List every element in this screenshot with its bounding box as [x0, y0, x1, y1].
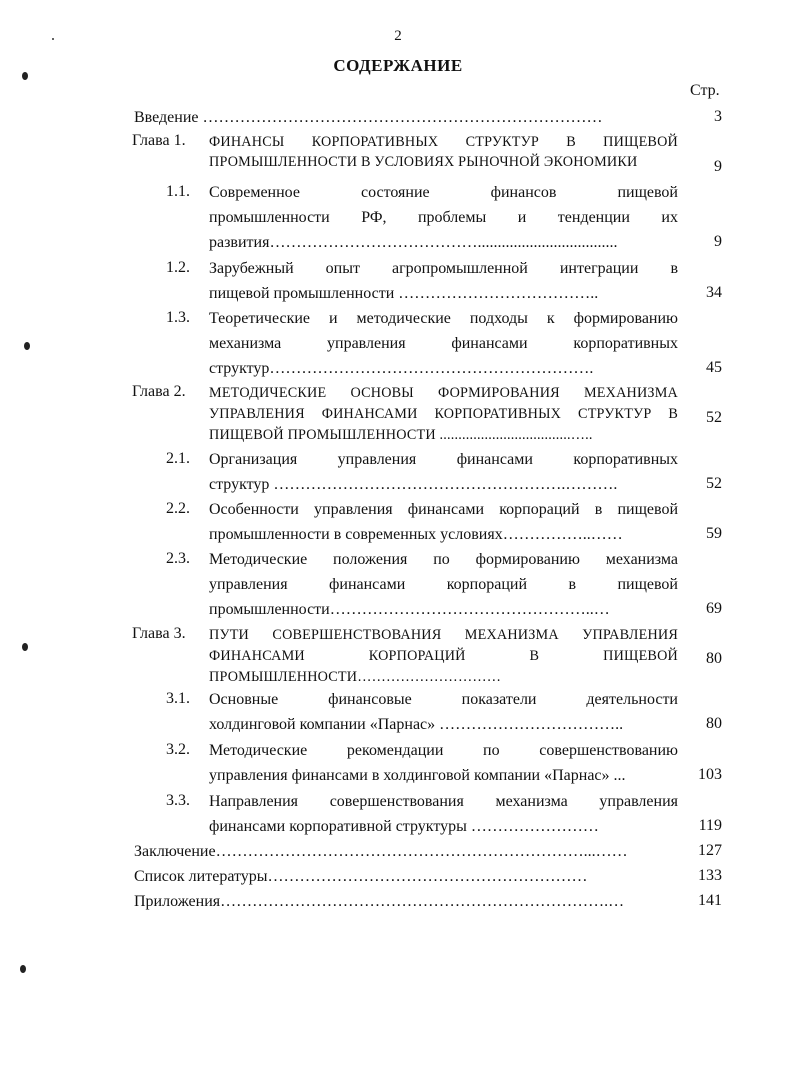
scan-dot — [22, 643, 28, 651]
toc-section-2-2-line1[interactable]: Особенности управления финансами корпораций в пищевой — [209, 501, 678, 518]
chapter-label-1: Глава 1. — [132, 132, 186, 149]
section-number-3-3: 3.3. — [166, 792, 190, 809]
toc-entry-intro-title: Введение — [134, 109, 199, 126]
toc-section-2-1-line1[interactable]: Организация управления финансами корпоративных — [209, 451, 678, 468]
toc-section-1-3-line2[interactable]: механизма управления финансами корпоративных — [209, 335, 678, 352]
toc-page-section-2-1: 52 — [706, 475, 722, 492]
toc-page-appendices: 141 — [698, 892, 722, 909]
toc-page-section-2-2: 59 — [706, 525, 722, 542]
toc-chapter-3-line2[interactable]: ФИНАНСАМИ КОРПОРАЦИЙ В ПИЩЕВОЙ — [209, 648, 678, 664]
toc-section-1-3-line1[interactable]: Теоретические и методические подходы к формированию — [209, 310, 678, 327]
toc-page-intro: 3 — [714, 108, 722, 125]
toc-section-1-1-line1[interactable]: Современное состояние финансов пищевой — [209, 184, 678, 201]
toc-section-1-3-line3[interactable]: структур……………………………………………………. — [209, 360, 594, 377]
page-title: СОДЕРЖАНИЕ — [333, 56, 463, 75]
toc-entry-conclusion[interactable]: Заключение……………………………………………………………...…… — [134, 843, 628, 860]
toc-section-3-1-line1[interactable]: Основные финансовые показатели деятельности — [209, 691, 678, 708]
toc-entry-appendices[interactable]: Приложения……………………………………………………………….… — [134, 893, 625, 910]
toc-section-3-2-line1[interactable]: Методические рекомендации по совершенствованию — [209, 742, 678, 759]
toc-section-1-2-line2[interactable]: пищевой промышленности ……………………………….. — [209, 285, 599, 302]
section-number-1-1: 1.1. — [166, 183, 190, 200]
toc-section-3-3-line1[interactable]: Направления совершенствования механизма управления — [209, 793, 678, 810]
section-number-3-2: 3.2. — [166, 741, 190, 758]
toc-section-1-1-line2[interactable]: промышленности РФ, проблемы и тенденции их — [209, 209, 678, 226]
section-number-3-1: 3.1. — [166, 690, 190, 707]
chapter-label-2: Глава 2. — [132, 383, 186, 400]
toc-chapter-3-line3[interactable]: ПРОМЫШЛЕННОСТИ………………………… — [209, 669, 502, 685]
toc-section-2-1-line2[interactable]: структур ……………………………………………….………. — [209, 476, 618, 493]
toc-page-chapter-2: 52 — [706, 409, 722, 426]
page-number: 2 — [394, 28, 402, 44]
toc-chapter-3-line1[interactable]: ПУТИ СОВЕРШЕНСТВОВАНИЯ МЕХАНИЗМА УПРАВЛЕНИЯ — [209, 627, 678, 643]
section-number-2-2: 2.2. — [166, 500, 190, 517]
toc-chapter-1-line2[interactable]: ПРОМЫШЛЕННОСТИ В УСЛОВИЯХ РЫНОЧНОЙ ЭКОНОМИКИ — [209, 154, 638, 170]
toc-page-section-1-1: 9 — [714, 233, 722, 250]
toc-section-3-2-line2[interactable]: управления финансами в холдинговой компании «Парнас» ... — [209, 767, 626, 784]
section-number-1-3: 1.3. — [166, 309, 190, 326]
toc-chapter-2-line2[interactable]: УПРАВЛЕНИЯ ФИНАНСАМИ КОРПОРАТИВНЫХ СТРУКТУР В — [209, 406, 678, 422]
toc-page-section-2-3: 69 — [706, 600, 722, 617]
toc-section-3-1-line2[interactable]: холдинговой компании «Парнас» …………………………….. — [209, 716, 624, 733]
toc-section-1-2-line1[interactable]: Зарубежный опыт агропромышленной интеграции в — [209, 260, 678, 277]
scan-dot — [24, 342, 30, 350]
toc-page-chapter-3: 80 — [706, 650, 722, 667]
toc-section-3-3-line2[interactable]: финансами корпоративной структуры …………………… — [209, 818, 599, 835]
toc-page-section-1-3: 45 — [706, 359, 722, 376]
toc-section-2-3-line3[interactable]: промышленности…………………………………………..… — [209, 601, 610, 618]
toc-page-section-3-1: 80 — [706, 715, 722, 732]
toc-section-2-3-line1[interactable]: Методические положения по формированию механизма — [209, 551, 678, 568]
toc-section-1-1-line3[interactable]: развития…………………………………................................... — [209, 234, 618, 251]
toc-entry-intro[interactable] — [134, 108, 603, 128]
toc-chapter-1-line1[interactable]: ФИНАНСЫ КОРПОРАТИВНЫХ СТРУКТУР В ПИЩЕВОЙ — [209, 134, 678, 150]
toc-section-2-3-line2[interactable]: управления финансами корпораций в пищевой — [209, 576, 678, 593]
toc-page-section-3-2: 103 — [698, 766, 722, 783]
section-number-2-1: 2.1. — [166, 450, 190, 467]
toc-leader-dots: ………………………………………………………………… — [202, 109, 603, 126]
section-number-1-2: 1.2. — [166, 259, 190, 276]
scan-dot — [20, 965, 26, 973]
section-number-2-3: 2.3. — [166, 550, 190, 567]
toc-chapter-2-line1[interactable]: МЕТОДИЧЕСКИЕ ОСНОВЫ ФОРМИРОВАНИЯ МЕХАНИЗМА — [209, 385, 678, 401]
toc-page-conclusion: 127 — [698, 842, 722, 859]
toc-entry-references[interactable]: Список литературы…………………………………………………… — [134, 868, 588, 885]
toc-page-references: 133 — [698, 867, 722, 884]
toc-section-2-2-line2[interactable]: промышленности в современных условиях……………..…… — [209, 526, 623, 543]
toc-page-section-1-2: 34 — [706, 284, 722, 301]
chapter-label-3: Глава 3. — [132, 625, 186, 642]
toc-page-chapter-1: 9 — [714, 158, 722, 175]
page-column-label: Стр. — [690, 82, 720, 99]
toc-chapter-2-line3[interactable]: ПИЩЕВОЙ ПРОМЫШЛЕННОСТИ ...................................….. — [209, 427, 593, 443]
toc-page-section-3-3: 119 — [698, 817, 722, 834]
